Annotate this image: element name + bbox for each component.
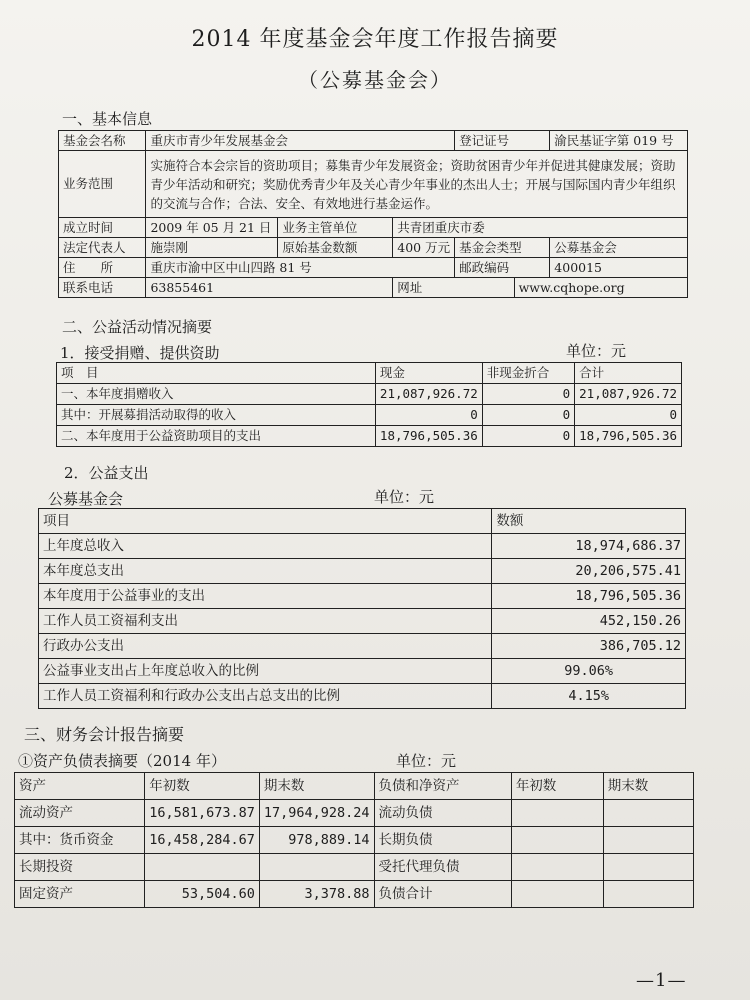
liab-begin-value xyxy=(511,881,603,908)
name-value: 重庆市青少年发展基金会 xyxy=(146,131,455,151)
noncash-value: 0 xyxy=(482,405,574,426)
legal-value: 施崇刚 xyxy=(146,238,278,258)
table-row xyxy=(39,684,686,709)
reg-value: 渝民基证字第 019 号 xyxy=(550,131,688,151)
row-label: 行政办公支出 xyxy=(39,634,492,659)
scope-value: 实施符合本会宗旨的资助项目；募集青少年发展资金；资助贫困青少年并促进其健康发展；资助青少年活动和研究；奖励优秀青少年及关心青少年事业的杰出人士；开展与国际国内青少年组织的交流与合作；合法、安全、有效地进行基金运作。 xyxy=(146,151,688,218)
begin-value: 53,504.60 xyxy=(145,881,260,908)
liab-end-value xyxy=(603,827,693,854)
fund-value: 400 万元 xyxy=(393,238,455,258)
scope-label: 业务范围 xyxy=(59,151,146,218)
row-label: 上年度总收入 xyxy=(39,534,492,559)
table-row xyxy=(57,405,682,426)
asset-label: 长期投资 xyxy=(15,854,145,881)
col-header: 现金 xyxy=(375,363,482,384)
end-value: 3,378.88 xyxy=(259,881,374,908)
col-header: 非现金折合 xyxy=(482,363,574,384)
row-label: 其中：开展募捐活动取得的收入 xyxy=(57,405,376,426)
table-row xyxy=(15,800,694,827)
addr-label: 住 所 xyxy=(59,258,146,278)
amount-value: 452,150.26 xyxy=(492,609,686,634)
balance-sheet-table xyxy=(14,772,694,908)
liab-begin-value xyxy=(511,854,603,881)
table-row xyxy=(57,384,682,405)
table-row xyxy=(59,238,688,258)
liability-label: 长期负债 xyxy=(374,827,511,854)
table-row xyxy=(15,881,694,908)
liab-end-value xyxy=(603,854,693,881)
expense-org-label: 公募基金会 xyxy=(48,490,124,508)
begin-value: 16,581,673.87 xyxy=(145,800,260,827)
section-basic-info-heading: 一、基本信息 xyxy=(62,110,153,128)
row-label: 工作人员工资福利和行政办公支出占总支出的比例 xyxy=(39,684,492,709)
section-finance-heading: 三、财务会计报告摘要 xyxy=(24,725,185,744)
end-value: 17,964,928.24 xyxy=(259,800,374,827)
col-header: 项目 xyxy=(39,509,492,534)
end-value xyxy=(259,854,374,881)
col-header: 资产 xyxy=(15,773,145,800)
phone-label: 联系电话 xyxy=(59,278,146,298)
table-row xyxy=(59,131,688,151)
basic-info-table xyxy=(58,130,688,298)
table-row xyxy=(39,534,686,559)
addr-value: 重庆市渝中区中山四路 81 号 xyxy=(146,258,455,278)
expense-table xyxy=(38,508,686,709)
col-header: 合计 xyxy=(575,363,682,384)
donation-table xyxy=(56,362,682,447)
liab-end-value xyxy=(603,800,693,827)
ratio-value: 99.06% xyxy=(492,659,686,684)
liability-label: 流动负债 xyxy=(374,800,511,827)
col-header: 数额 xyxy=(492,509,686,534)
table-row xyxy=(39,584,686,609)
col-header: 负债和净资产 xyxy=(374,773,511,800)
asset-label: 其中：货币资金 xyxy=(15,827,145,854)
web-label: 网址 xyxy=(393,278,514,298)
table-row xyxy=(39,609,686,634)
name-label: 基金会名称 xyxy=(59,131,146,151)
fund-label: 原始基金数额 xyxy=(278,238,393,258)
web-value: www.cqhope.org xyxy=(514,278,687,298)
founded-value: 2009 年 05 月 21 日 xyxy=(146,218,278,238)
amount-value: 18,796,505.36 xyxy=(492,584,686,609)
amount-value: 386,705.12 xyxy=(492,634,686,659)
table-row xyxy=(57,426,682,447)
donation-unit: 单位：元 xyxy=(566,342,627,360)
liability-label: 负债合计 xyxy=(374,881,511,908)
table-header-row xyxy=(39,509,686,534)
section-activity-heading: 二、公益活动情况摘要 xyxy=(62,318,213,336)
table-row xyxy=(59,258,688,278)
asset-label: 流动资产 xyxy=(15,800,145,827)
ratio-value: 4.15% xyxy=(492,684,686,709)
col-header: 期末数 xyxy=(259,773,374,800)
table-row xyxy=(59,151,688,218)
noncash-value: 0 xyxy=(482,384,574,405)
type-value: 公募基金会 xyxy=(550,238,688,258)
post-value: 400015 xyxy=(550,258,688,278)
col-header: 年初数 xyxy=(145,773,260,800)
table-row xyxy=(15,854,694,881)
donation-subheading: 1．接受捐赠、提供资助 xyxy=(60,344,220,362)
total-value: 0 xyxy=(575,405,682,426)
phone-value: 63855461 xyxy=(146,278,393,298)
table-row xyxy=(15,827,694,854)
balance-sheet-unit: 单位：元 xyxy=(396,752,457,770)
page-number: —1— xyxy=(636,970,687,991)
row-label: 本年度用于公益事业的支出 xyxy=(39,584,492,609)
noncash-value: 0 xyxy=(482,426,574,447)
liab-begin-value xyxy=(511,827,603,854)
table-row xyxy=(39,559,686,584)
end-value: 978,889.14 xyxy=(259,827,374,854)
table-row xyxy=(39,659,686,684)
cash-value: 21,087,926.72 xyxy=(375,384,482,405)
amount-value: 18,974,686.37 xyxy=(492,534,686,559)
col-header: 期末数 xyxy=(603,773,693,800)
liability-label: 受托代理负债 xyxy=(374,854,511,881)
founded-label: 成立时间 xyxy=(59,218,146,238)
legal-label: 法定代表人 xyxy=(59,238,146,258)
asset-label: 固定资产 xyxy=(15,881,145,908)
table-header-row xyxy=(57,363,682,384)
cash-value: 0 xyxy=(375,405,482,426)
cash-value: 18,796,505.36 xyxy=(375,426,482,447)
table-header-row xyxy=(15,773,694,800)
begin-value: 16,458,284.67 xyxy=(145,827,260,854)
row-label: 公益事业支出占上年度总收入的比例 xyxy=(39,659,492,684)
document-subtitle: （公募基金会） xyxy=(298,68,452,92)
row-label: 工作人员工资福利支出 xyxy=(39,609,492,634)
row-label: 二、本年度用于公益资助项目的支出 xyxy=(57,426,376,447)
total-value: 18,796,505.36 xyxy=(575,426,682,447)
liab-end-value xyxy=(603,881,693,908)
expense-unit: 单位：元 xyxy=(374,488,435,506)
col-header: 年初数 xyxy=(511,773,603,800)
expense-subheading: 2．公益支出 xyxy=(64,464,149,482)
total-value: 21,087,926.72 xyxy=(575,384,682,405)
table-row xyxy=(59,218,688,238)
post-label: 邮政编码 xyxy=(455,258,550,278)
amount-value: 20,206,575.41 xyxy=(492,559,686,584)
supervisor-value: 共青团重庆市委 xyxy=(393,218,688,238)
table-row xyxy=(59,278,688,298)
begin-value xyxy=(145,854,260,881)
balance-sheet-subheading: ①资产负债表摘要（2014 年） xyxy=(18,752,226,770)
supervisor-label: 业务主管单位 xyxy=(278,218,393,238)
reg-label: 登记证号 xyxy=(455,131,550,151)
col-header: 项 目 xyxy=(57,363,376,384)
type-label: 基金会类型 xyxy=(455,238,550,258)
document-title: 2014 年度基金会年度工作报告摘要 xyxy=(191,27,559,52)
liab-begin-value xyxy=(511,800,603,827)
table-row xyxy=(39,634,686,659)
row-label: 一、本年度捐赠收入 xyxy=(57,384,376,405)
row-label: 本年度总支出 xyxy=(39,559,492,584)
